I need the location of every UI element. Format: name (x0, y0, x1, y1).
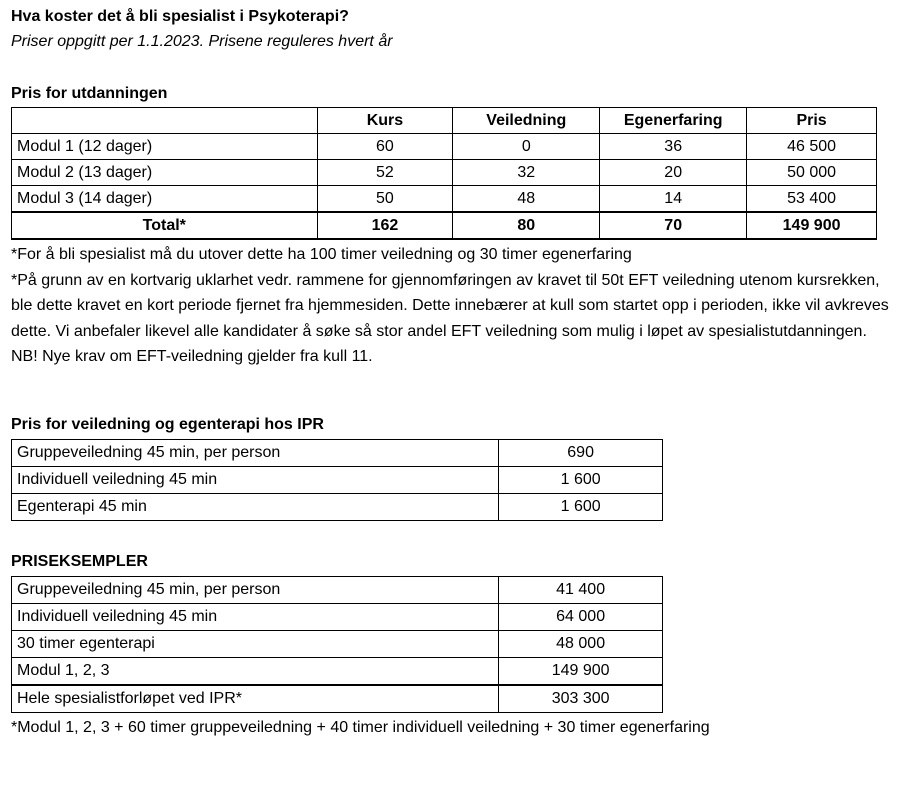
row-price: 690 (499, 439, 663, 466)
table-row (12, 603, 663, 630)
row-label: Egenterapi 45 min (12, 493, 499, 520)
total-veiledning: 80 (453, 212, 600, 239)
total-pris: 149 900 (747, 212, 877, 239)
cell-egenerfaring: 20 (600, 160, 747, 186)
education-heading: Pris for utdanningen (11, 85, 168, 102)
supervision-heading: Pris for veiledning og egenterapi hos IPR (11, 415, 324, 433)
table-row (12, 466, 663, 493)
table-row (12, 134, 877, 160)
table-row (12, 160, 877, 186)
header-cell-egenerfaring: Egenerfaring (600, 108, 747, 134)
table-row (12, 439, 663, 466)
total-row (12, 212, 877, 239)
examples-section (11, 551, 891, 740)
row-price: 64 000 (499, 603, 663, 630)
examples-footnote: *Modul 1, 2, 3 + 60 timer gruppeveiledning + 40 timer individuell veiledning + 30 timer egenerfaring (11, 718, 710, 736)
table-header-row (12, 108, 877, 134)
header-cell-kurs: Kurs (317, 108, 453, 134)
row-label: Modul 1, 2, 3 (12, 657, 499, 685)
cell-veiledning: 32 (453, 160, 600, 186)
row-price: 41 400 (499, 576, 663, 603)
table-row (12, 493, 663, 520)
total-egenerfaring: 70 (600, 212, 747, 239)
header-cell-empty (12, 108, 318, 134)
cell-pris: 46 500 (747, 134, 877, 160)
row-label: Modul 1 (12 dager) (12, 134, 318, 160)
supervision-price-table (11, 439, 663, 521)
total-kurs: 162 (317, 212, 453, 239)
row-price: 48 000 (499, 630, 663, 657)
row-label: Individuell veiledning 45 min (12, 466, 499, 493)
page-title: Hva koster det å bli spesialist i Psykoterapi? (11, 8, 349, 25)
education-notes (11, 242, 891, 370)
table-row (12, 657, 663, 685)
cell-pris: 53 400 (747, 186, 877, 213)
examples-price-table (11, 576, 663, 713)
header-cell-pris: Pris (747, 108, 877, 134)
row-label: Gruppeveiledning 45 min, per person (12, 439, 499, 466)
row-label: 30 timer egenterapi (12, 630, 499, 657)
document-page (11, 6, 891, 740)
row-price: 1 600 (499, 493, 663, 520)
table-row (12, 186, 877, 213)
table-row-summary (12, 685, 663, 713)
row-label: Modul 2 (13 dager) (12, 160, 318, 186)
row-price: 1 600 (499, 466, 663, 493)
header-cell-veiledning: Veiledning (453, 108, 600, 134)
row-label: Gruppeveiledning 45 min, per person (12, 576, 499, 603)
total-label: Total* (12, 212, 318, 239)
examples-heading: PRISEKSEMPLER (11, 552, 148, 570)
table-row (12, 630, 663, 657)
cell-kurs: 50 (317, 186, 453, 213)
cell-kurs: 52 (317, 160, 453, 186)
row-price: 149 900 (499, 657, 663, 685)
row-price: 303 300 (499, 685, 663, 713)
note-eft: *På grunn av en kortvarig uklarhet vedr. rammene for gjennomføringen av kravet til 50t EFT veiledning utenom kursrekken, ble dette kravet en kort periode fjernet fra hjemmesiden. Dette innebærer at kull som startet opp i perioden, ikke vil avkreves dette. Vi anbefaler likevel alle kandidater å søke så stor andel EFT veiledning som mulig i løpet av spesialistutdanningen. NB! Nye krav om EFT-veiledning gjelder fra kull 11. (11, 271, 889, 365)
cell-egenerfaring: 36 (600, 134, 747, 160)
row-label: Individuell veiledning 45 min (12, 603, 499, 630)
row-label: Hele spesialistforløpet ved IPR* (12, 685, 499, 713)
cell-egenerfaring: 14 (600, 186, 747, 213)
cell-veiledning: 48 (453, 186, 600, 213)
cell-veiledning: 0 (453, 134, 600, 160)
education-price-table (11, 107, 877, 240)
table-row (12, 576, 663, 603)
education-section (11, 83, 891, 370)
cell-pris: 50 000 (747, 160, 877, 186)
note-requirement: *For å bli spesialist må du utover dette ha 100 timer veiledning og 30 timer egenerfaring (11, 246, 632, 263)
page-subtitle: Priser oppgitt per 1.1.2023. Prisene reguleres hvert år (11, 33, 393, 50)
row-label: Modul 3 (14 dager) (12, 186, 318, 213)
cell-kurs: 60 (317, 134, 453, 160)
supervision-section (11, 414, 891, 521)
